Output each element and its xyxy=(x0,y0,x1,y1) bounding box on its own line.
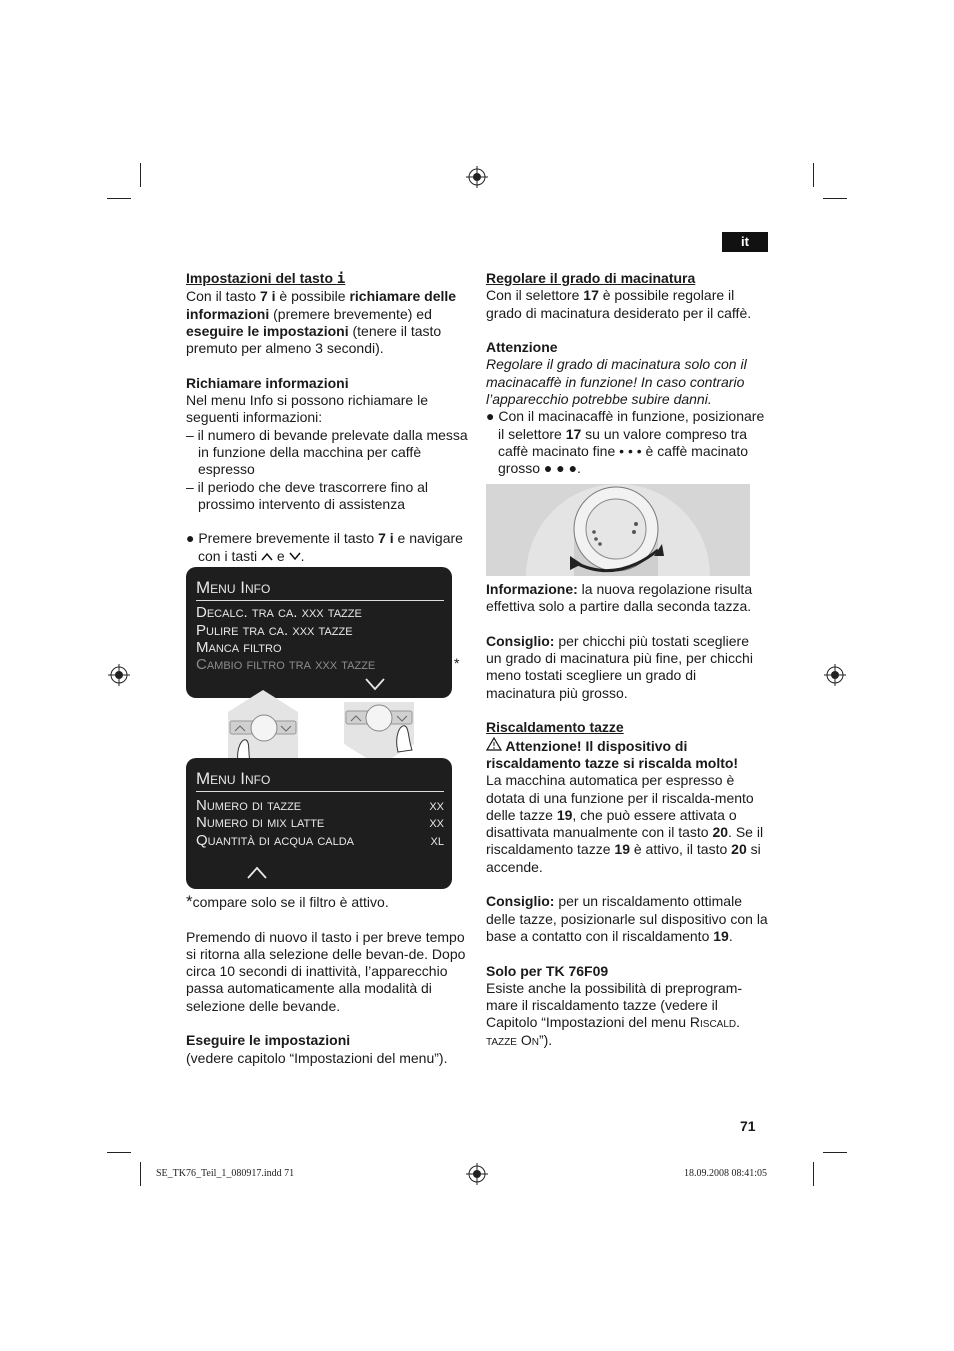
section-heading: Regolare il grado di macinatura xyxy=(486,270,696,286)
warning-heading: Attenzione! Il dispositivo di riscaldamento tazze si riscalda molto! xyxy=(486,737,739,771)
display-menu-info xyxy=(186,567,452,698)
footer-timestamp: 18.09.2008 08:41:05 xyxy=(684,1168,768,1179)
subheading: Solo per TK 76F09 xyxy=(486,962,609,979)
section-heading: Riscaldamento tazze xyxy=(486,719,624,736)
language-tab: it xyxy=(722,232,768,252)
subheading: Richiamare informazioni xyxy=(186,374,349,391)
left-column-bottom xyxy=(186,893,471,1067)
registration-mark-icon xyxy=(108,664,130,686)
display-menu-info xyxy=(186,758,452,889)
page-number: 71 xyxy=(740,1118,756,1134)
crop-mark xyxy=(140,163,141,187)
warning-icon xyxy=(486,737,502,751)
crop-mark xyxy=(107,1152,131,1153)
crop-mark xyxy=(813,1162,814,1186)
paragraph: (vedere capitolo “Impostazioni del menu”). xyxy=(186,1049,448,1066)
paragraph: Informazione: la nuova regolazione risulta effettiva solo a partire dalla seconda tazza. xyxy=(486,581,753,615)
paragraph: Con il selettore 17 è possibile regolare il grado di macinatura desiderato per il caffè. xyxy=(486,287,752,321)
display-title: Menu Info xyxy=(196,578,271,597)
display-row: Quantità di acqua calda xl xyxy=(196,832,444,849)
paragraph: Esiste anche la possibilità di preprogram-mare il riscaldamento tazze (vedere il Capitolo “Impostazioni del menu Riscald. tazze On”). xyxy=(486,979,743,1048)
crop-mark xyxy=(823,198,847,199)
display-row: Decalc. tra ca. xxx tazze xyxy=(196,604,362,621)
navigation-keys-illustration xyxy=(228,690,418,768)
registration-mark-icon xyxy=(466,166,488,188)
subheading: Eseguire le impostazioni xyxy=(186,1032,351,1049)
paragraph: La macchina automatica per espresso è dotata di una funzione per il riscalda-mento delle tazze 19, che può essere attivata o disattivata manualmente con il tasto 20. Se il riscaldamento tazze 19 è attivo, il tasto 20 si accende. xyxy=(486,772,764,875)
chevron-up-icon xyxy=(261,551,273,561)
crop-mark xyxy=(823,1152,847,1153)
subheading: Attenzione xyxy=(486,339,558,356)
display-divider xyxy=(196,791,444,792)
warning-text: Regolare il grado di macinatura solo con il macinacaffè in funzione! In caso contrario l’apparecchio potrebbe subire danni. xyxy=(486,356,747,408)
paragraph: Consiglio: per chicchi più tostati scegliere un grado di macinatura più fine, per chicchi meno tostati scegliere un grado di macinatura più grosso. xyxy=(486,632,753,701)
chevron-down-icon xyxy=(289,551,301,561)
registration-mark-icon xyxy=(824,664,846,686)
chevron-up-icon xyxy=(246,866,268,880)
list-item: ● Premere brevemente il tasto 7 i e navigare con i tasti e . xyxy=(186,530,463,564)
grinder-selector-illustration xyxy=(486,484,750,576)
right-column-bottom xyxy=(486,581,768,1049)
list-item: – il numero di bevande prelevate dalla messa in funzione della macchina per caffè espresso xyxy=(186,426,468,478)
crop-mark xyxy=(107,198,131,199)
right-column xyxy=(486,270,768,478)
chevron-down-icon xyxy=(364,677,386,691)
display-row: Pulire tra ca. xxx tazze xyxy=(196,622,353,639)
display-row: Numero di tazze xx xyxy=(196,797,444,814)
display-title: Menu Info xyxy=(196,769,271,788)
paragraph: Consiglio: per un riscaldamento ottimale delle tazze, posizionarle sul dispositivo con la base a contatto con il riscaldamento 19. xyxy=(486,893,768,944)
paragraph: Premendo di nuovo il tasto i per breve tempo si ritorna alla selezione delle bevan-de. Dopo circa 10 secondi di inattività, l’apparecchio passa automaticamente alla modalità di selezione delle bevande. xyxy=(186,928,466,1014)
display-row: Manca filtro xyxy=(196,639,282,656)
registration-mark-icon xyxy=(466,1163,488,1185)
display-divider xyxy=(196,600,444,601)
paragraph: Nel menu Info si possono richiamare le seguenti informazioni: xyxy=(186,392,429,426)
list-item: ● Con il macinacaffè in funzione, posizionare il selettore 17 su un valore compreso tra caffè macinato fine • • • è caffè macinato grosso ● ● ●. xyxy=(486,408,765,477)
footnote-marker: * xyxy=(454,655,460,671)
display-row: Numero di mix latte xx xyxy=(196,814,444,831)
footer-file: SE_TK76_Teil_1_080917.indd 71 xyxy=(156,1168,295,1179)
crop-mark xyxy=(813,163,814,187)
paragraph: Con il tasto 7 i è possibile richiamare delle informazioni (premere brevemente) ed eseguire le impostazioni (tenere il tasto premuto per almeno 3 secondi). xyxy=(186,288,457,357)
section-heading: Impostazioni del tasto i xyxy=(186,270,346,287)
display-row: Cambio filtro tra xxx tazze xyxy=(196,656,376,673)
left-column xyxy=(186,270,471,565)
footnote: *compare solo se il filtro è attivo. xyxy=(186,892,389,911)
list-item: – il periodo che deve trascorrere fino al prossimo intervento di assistenza xyxy=(186,478,429,512)
crop-mark xyxy=(140,1162,141,1186)
